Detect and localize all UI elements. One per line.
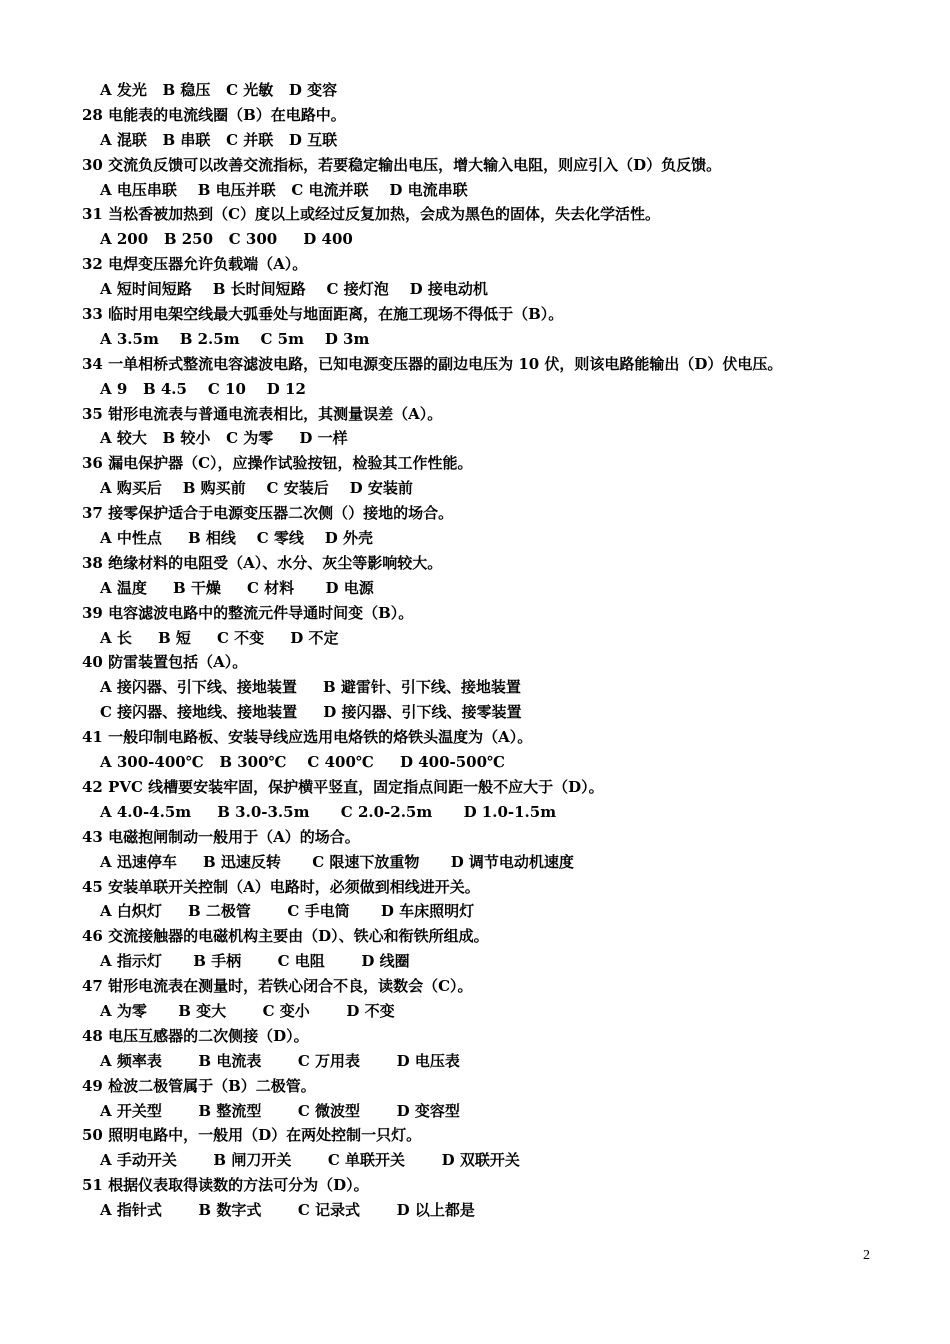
question-text: 40 防雷装置包括（A）。 — [82, 653, 248, 672]
answer-options: A 手动开关 B 闸刀开关 C 单联开关 D 双联开关 — [100, 1151, 520, 1170]
answer-options: A 接闪器、引下线、接地装置 B 避雷针、引下线、接地装置 — [100, 678, 521, 697]
question-text: 43 电磁抱闸制动一般用于（A）的场合。 — [82, 827, 360, 846]
answer-options: A 长 B 短 C 不变 D 不定 — [100, 628, 339, 647]
question-text: 45 安装单联开关控制（A）电路时，必须做到相线进开关。 — [82, 877, 480, 896]
question-text: 42 PVC 线槽要安装牢固，保护横平竖直，固定指点间距一般不应大于（D）。 — [82, 777, 604, 796]
answer-options: A 3.5m B 2.5m C 5m D 3m — [100, 329, 370, 348]
question-text: 31 当松香被加热到（C）度以上或经过反复加热，会成为黑色的固体，失去化学活性。 — [82, 205, 661, 224]
question-text: 47 钳形电流表在测量时，若铁心闭合不良，读数会（C）。 — [82, 977, 473, 996]
answer-options: C 接闪器、接地线、接地装置 D 接闪器、引下线、接零装置 — [100, 703, 522, 722]
answer-options: A 9 B 4.5 C 10 D 12 — [100, 379, 306, 398]
answer-options: A 混联 B 串联 C 并联 D 互联 — [100, 130, 338, 149]
answer-options: A 指示灯 B 手柄 C 电阻 D 线圈 — [100, 952, 410, 971]
question-text: 48 电压互感器的二次侧接（D）。 — [82, 1026, 309, 1045]
answer-options: A 频率表 B 电流表 C 万用表 D 电压表 — [100, 1051, 460, 1070]
question-text: 41 一般印制电路板、安装导线应选用电烙铁的烙铁头温度为（A）。 — [82, 728, 533, 747]
answer-options: A 开关型 B 整流型 C 微波型 D 变容型 — [100, 1101, 460, 1120]
answer-options: A 较大 B 较小 C 为零 D 一样 — [100, 429, 348, 448]
answer-options: A 温度 B 干燥 C 材料 D 电源 — [100, 578, 374, 597]
question-text: 28 电能表的电流线圈（B）在电路中。 — [82, 105, 346, 124]
answer-options: A 电压串联 B 电压并联 C 电流并联 D 电流串联 — [100, 180, 468, 199]
answer-options: A 中性点 B 相线 C 零线 D 外壳 — [100, 529, 374, 548]
answer-options: A 300-400℃ B 300℃ C 400℃ D 400-500℃ — [100, 753, 506, 772]
answer-options: A 短时间短路 B 长时间短路 C 接灯泡 D 接电动机 — [100, 280, 488, 299]
question-text: 34 一单相桥式整流电容滤波电路，已知电源变压器的副边电压为 10 伏，则该电路能输出（D）伏电压。 — [82, 354, 783, 373]
answer-options: A 4.0-4.5m B 3.0-3.5m C 2.0-2.5m D 1.0-1.5m — [100, 802, 557, 821]
question-text: 33 临时用电架空线最大弧垂处与地面距离，在施工现场不得低于（B）。 — [82, 305, 564, 324]
question-text: 46 交流接触器的电磁机构主要由（D）、铁心和衔铁所组成。 — [82, 927, 489, 946]
question-text: 30 交流负反馈可以改善交流指标，若要稳定输出电压，增大输入电阻，则应引入（D）负反馈。 — [82, 155, 722, 174]
question-text: 49 检波二极管属于（B）二极管。 — [82, 1076, 316, 1095]
answer-options: A 指针式 B 数字式 C 记录式 D 以上都是 — [100, 1201, 475, 1220]
page-number: 2 — [863, 1248, 870, 1263]
question-text: 36 漏电保护器（C），应操作试验按钮，检验其工作性能。 — [82, 454, 473, 473]
question-text: 38 绝缘材料的电阻受（A）、水分、灰尘等影响较大。 — [82, 553, 443, 572]
answer-options: A 为零 B 变大 C 变小 D 不变 — [100, 1001, 395, 1020]
answer-options: A 白炽灯 B 二极管 C 手电筒 D 车床照明灯 — [100, 902, 475, 921]
question-text: 50 照明电路中，一般用（D）在两处控制一只灯。 — [82, 1126, 422, 1145]
question-text: 32 电焊变压器允许负载端（A）。 — [82, 255, 308, 274]
question-text: 35 钳形电流表与普通电流表相比，其测量误差（A）。 — [82, 404, 443, 423]
question-list — [82, 78, 902, 1223]
question-text: 51 根据仪表取得读数的方法可分为（D）。 — [82, 1176, 369, 1195]
answer-options: A 发光 B 稳压 C 光敏 D 变容 — [100, 81, 338, 99]
answer-options: A 200 B 250 C 300 D 400 — [100, 230, 353, 249]
question-text: 39 电容滤波电路中的整流元件导通时间变（B）。 — [82, 603, 414, 622]
answer-options: A 购买后 B 购买前 C 安装后 D 安装前 — [100, 479, 413, 498]
question-text: 37 接零保护适合于电源变压器二次侧（）接地的场合。 — [82, 504, 454, 523]
answer-options: A 迅速停车 B 迅速反转 C 限速下放重物 D 调节电动机速度 — [100, 852, 574, 871]
